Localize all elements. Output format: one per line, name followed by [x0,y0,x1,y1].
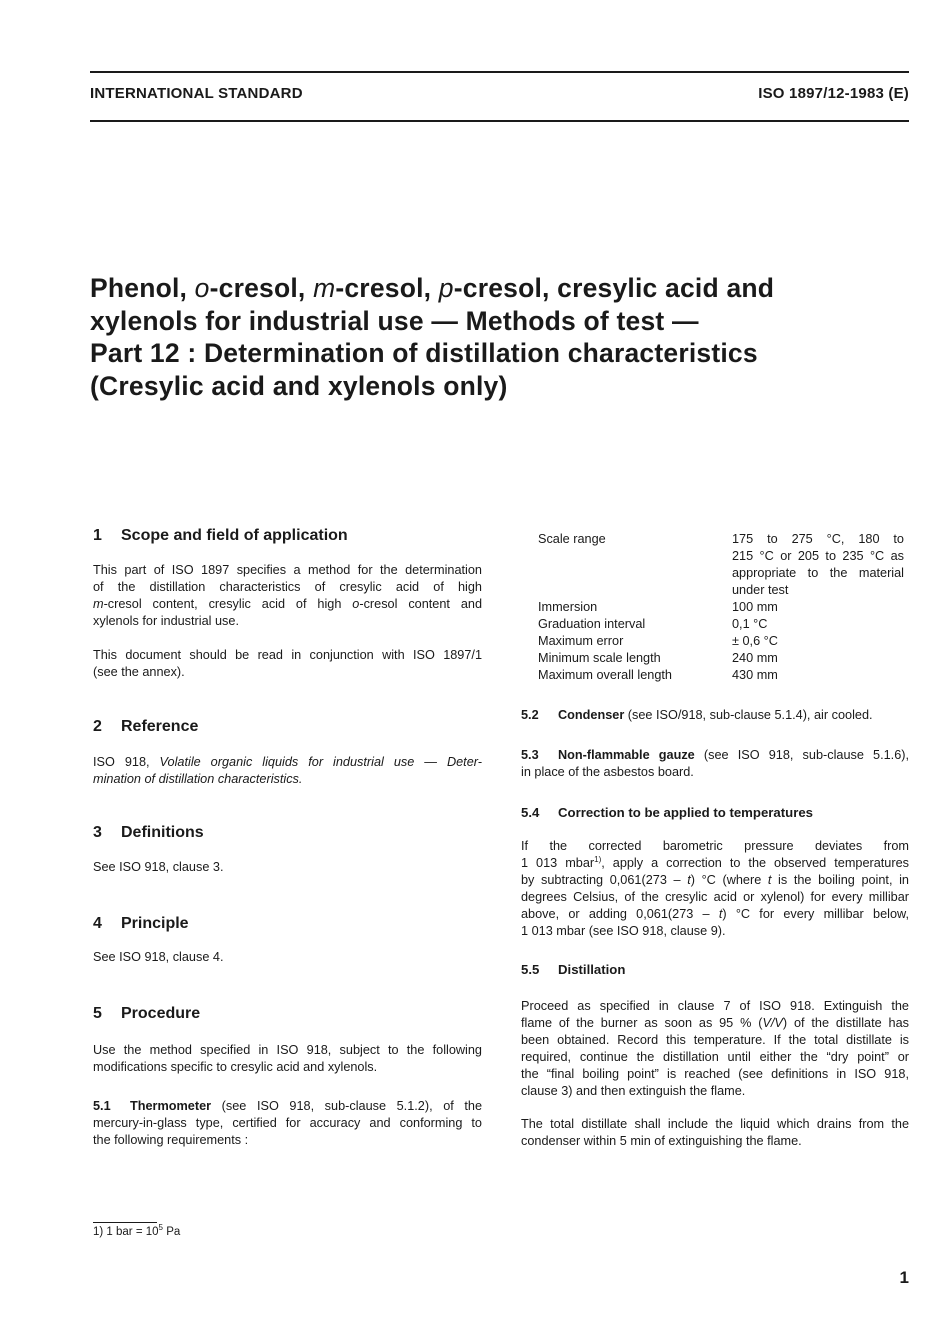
document-title [90,272,890,402]
page-number: 1 [899,1268,909,1287]
section-1-paragraph-1: This part of ISO 1897 specifies a method for the determination of the distillation characteristics of cresylic acid of high m-cresol content, cresylic acid of high o-cresol content and xylenols for industrial use. [93,563,483,628]
section-5-5-paragraph-1: Proceed as specified in clause 7 of ISO 918. Extinguish the flame of the burner as soon as 95 % (V/V) of the distillate has been obtained. Record this temperature. If the total distillate is required, continue the distillation until either the “dry point” or the “final boiling point” is reached (see definitions in ISO 918, clause 3) and then extinguish the flame. [521,999,909,1098]
section-5-4-heading: 5.4 Correction to be applied to temperatures [521,805,813,820]
header-right: ISO 1897/12-1983 (E) [758,85,909,102]
section-5-4-text: If the corrected barometric pressure deviates from 1 013 mbar$^{1)}$, apply a correction to the observed temperatures by subtracting 0,061(273 – t) °C (where t is the boiling point, in degrees Celsius, of the cresylic acid or xylenol) for every millibar above, or adding 0,061(273 – t) °C for every millibar below, 1 013 mbar (see ISO 918, clause 9). [521,839,909,938]
section-5-2-text: 5.2 Condenser (see ISO/918, sub-clause 5.1.4), air cooled. [521,708,873,722]
section-1-heading: 1 Scope and field of application [93,527,348,544]
header-rule [90,120,909,122]
section-5-5-heading: 5.5 Distillation [521,962,626,977]
top-rule [90,71,909,73]
section-5-1-text: 5.1 Thermometer (see ISO 918, sub-clause 5.1.2), of the mercury-in-glass type, certified for accuracy and conforming to the following requirements : [93,1099,482,1147]
section-2-heading: 2 Reference [93,718,199,735]
title-line-2: xylenols for industrial use — Methods of test — [90,305,699,336]
section-4-heading: 4 Principle [93,915,189,932]
footnote-rule [93,1222,157,1223]
footnote: 1) 1 bar = $10^5$ Pa [93,1223,181,1238]
title-line-1: Phenol, o-cresol, m-cresol, p-cresol, cresylic acid and [90,273,775,303]
title-line-3: Part 12 : Determination of distillation characteristics [90,338,758,368]
section-5-3-text: 5.3 Non-flammable gauze (see ISO 918, sub-clause 5.1.6), in place of the asbestos board. [521,748,910,779]
section-4-text: See ISO 918, clause 4. [93,950,224,964]
title-line-4: (Cresylic acid and xylenols only) [90,370,508,401]
header-left: INTERNATIONAL STANDARD [90,85,303,102]
section-5-heading: 5 Procedure [93,1005,201,1022]
section-3-text: See ISO 918, clause 3. [93,860,224,874]
section-5-5-paragraph-2: The total distillate shall include the liquid which drains from the condenser within 5 min of extinguishing the flame. [521,1117,909,1148]
section-1-paragraph-2: This document should be read in conjunction with ISO 1897/1 (see the annex). [93,648,482,679]
section-2-text: ISO 918, Volatile organic liquids for industrial use — Deter- mination of distillation characteristics. [93,755,482,786]
section-3-heading: 3 Definitions [93,824,204,841]
section-5-text: Use the method specified in ISO 918, subject to the following modifications specific to cresylic acid and xylenols. [93,1043,482,1074]
